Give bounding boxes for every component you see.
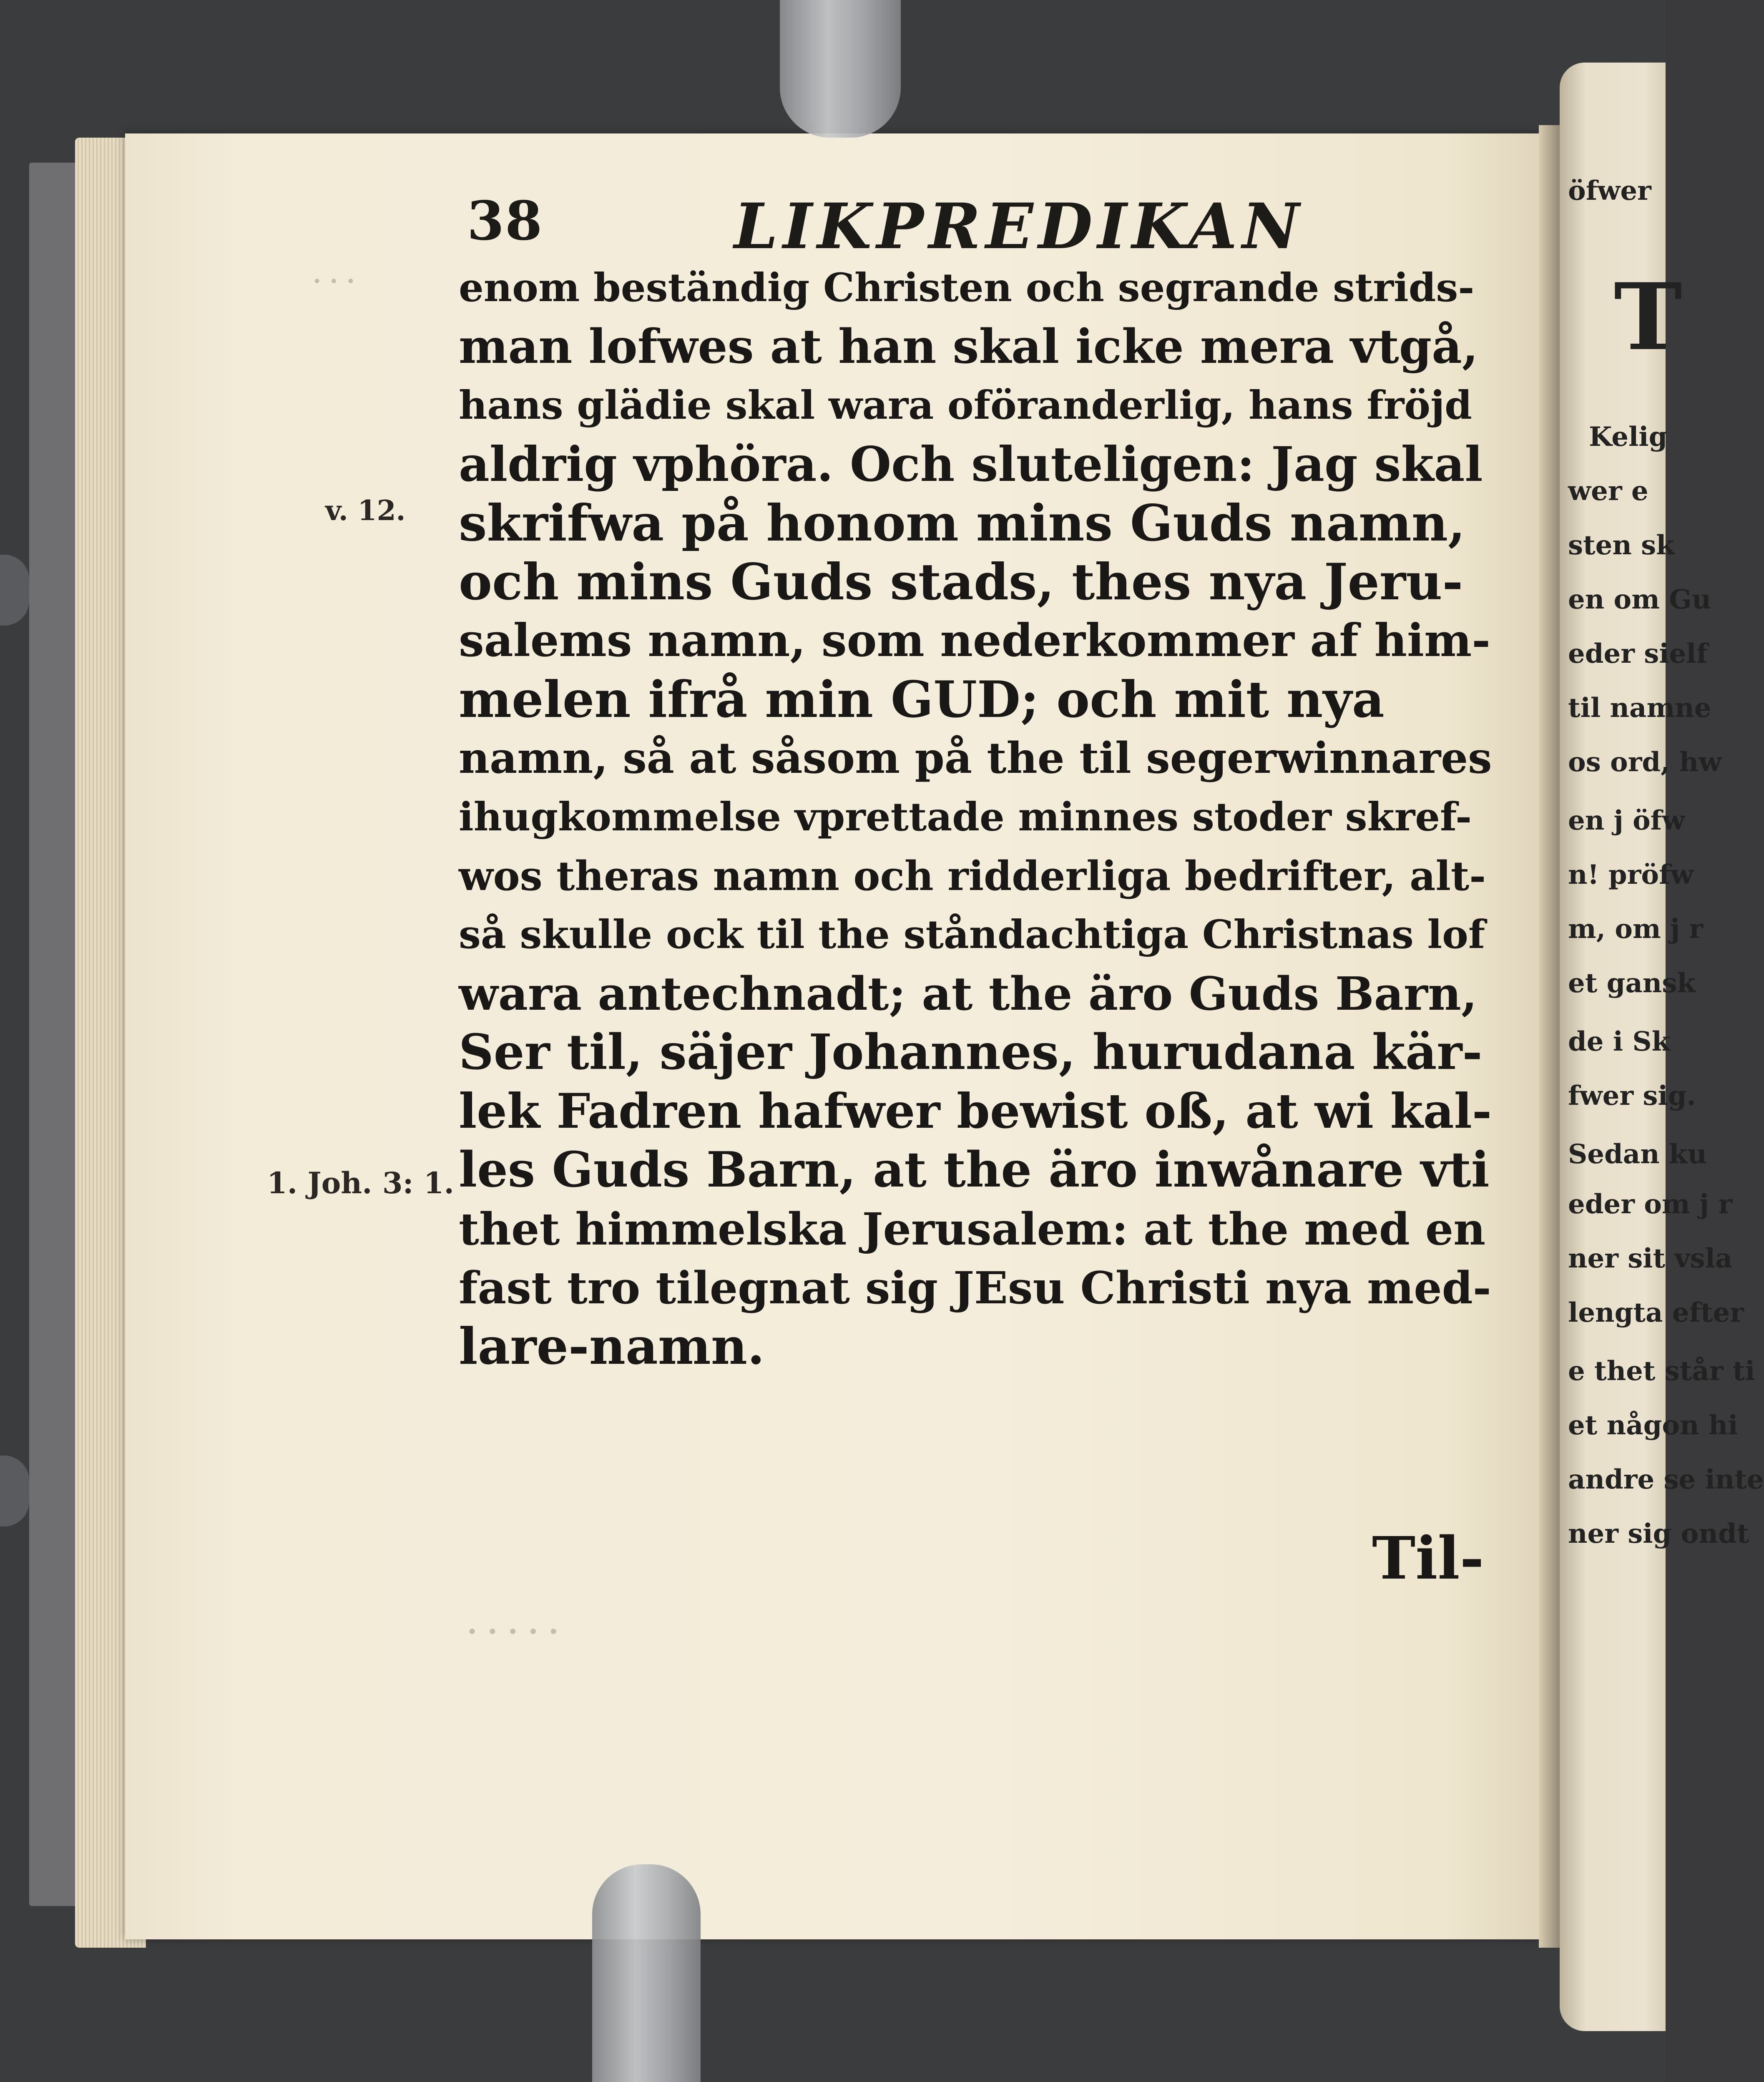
text-line: les Guds Barn, at the äro inwånare vti (459, 1142, 1490, 1198)
text-line: lare-namn. (459, 1317, 765, 1376)
text-line: thet himmelska Jerusalem: at the med en (459, 1203, 1486, 1255)
text-line: hans glädie skal wara oföranderlig, hans fröjd (459, 382, 1472, 428)
facing-page-line: et någon hi (1568, 1410, 1738, 1441)
facing-page-line: öfwer (1568, 175, 1651, 206)
facing-page-line: m, om j r (1568, 913, 1704, 945)
facing-page-line: ner sig ondt (1568, 1518, 1749, 1549)
show-through-mark: · · · · · (467, 1614, 559, 1649)
text-line: salems namn, som nederkommer af him- (459, 614, 1491, 667)
text-line: skrifwa på honom mins Guds namn, (459, 494, 1465, 553)
text-line: aldrig vphöra. Och sluteligen: Jag skal (459, 436, 1483, 492)
text-line: enom beständig Christen och segrande strids- (459, 265, 1475, 311)
facing-page-line: andre se inte (1568, 1464, 1764, 1495)
facing-page-line: Sedan ku (1568, 1139, 1707, 1170)
text-line: och mins Guds stads, thes nya Jeru- (459, 553, 1463, 611)
text-line: wos theras namn och ridderliga bedrifter, alt- (459, 852, 1486, 900)
facing-page-line: ner sit vsla (1568, 1243, 1733, 1274)
facing-page-line: et gansk (1568, 968, 1696, 999)
facing-page-line: en j öfw (1568, 805, 1685, 836)
facing-page-line: wer e (1568, 475, 1648, 507)
text-line: Ser til, säjer Johannes, hurudana kär- (459, 1024, 1483, 1081)
text-line: man lofwes at han skal icke mera vtgå, (459, 319, 1478, 374)
facing-page-line: eder om j r (1568, 1189, 1733, 1220)
facing-page-line: sten sk (1568, 530, 1675, 561)
facing-page-line: e thet står ti (1568, 1355, 1755, 1387)
show-through-mark: · · · (313, 267, 355, 295)
facing-page-line: os ord, hw (1568, 747, 1722, 778)
text-line: lek Fadren hafwer bewist oß, at wi kal- (459, 1083, 1492, 1139)
text-line: så skulle ock til the ståndachtiga Christnas lof (459, 912, 1485, 958)
text-line: fast tro tilegnat sig JEsu Christi nya med- (459, 1262, 1491, 1314)
text-line: ihugkommelse vprettade minnes stoder skref- (459, 794, 1472, 840)
facing-page-line: eder sielf (1568, 638, 1708, 669)
catchword: Til- (1372, 1524, 1484, 1593)
facing-page-line: en om Gu (1568, 584, 1711, 615)
glass-clip-bottom (592, 1864, 701, 2082)
text-line: wara antechnadt; at the äro Guds Barn, (459, 967, 1478, 1021)
facing-page-line: til namne (1568, 692, 1711, 724)
facing-page (1560, 63, 1764, 2031)
facing-page-line: de i Sk (1568, 1026, 1670, 1057)
page-number: 38 (467, 190, 543, 252)
facing-page-line: lengta efter (1568, 1297, 1744, 1328)
text-line: melen ifrå min GUD; och mit nya (459, 670, 1385, 729)
facing-page-line: T (1614, 263, 1682, 371)
facing-page-line: n! pröfw (1568, 859, 1694, 890)
margin-note-v12: v. 12. (325, 494, 406, 527)
running-head-title: LIKPREDIKAN (734, 190, 1304, 263)
body-text (459, 259, 1493, 1376)
facing-page-line: Kelig (1589, 421, 1668, 453)
margin-note-joh: 1. Joh. 3: 1. (267, 1166, 454, 1200)
glass-clip-top (780, 0, 901, 138)
text-line: namn, så at såsom på the til segerwinnares (459, 733, 1492, 783)
facing-page-line: fwer sig. (1568, 1080, 1696, 1111)
